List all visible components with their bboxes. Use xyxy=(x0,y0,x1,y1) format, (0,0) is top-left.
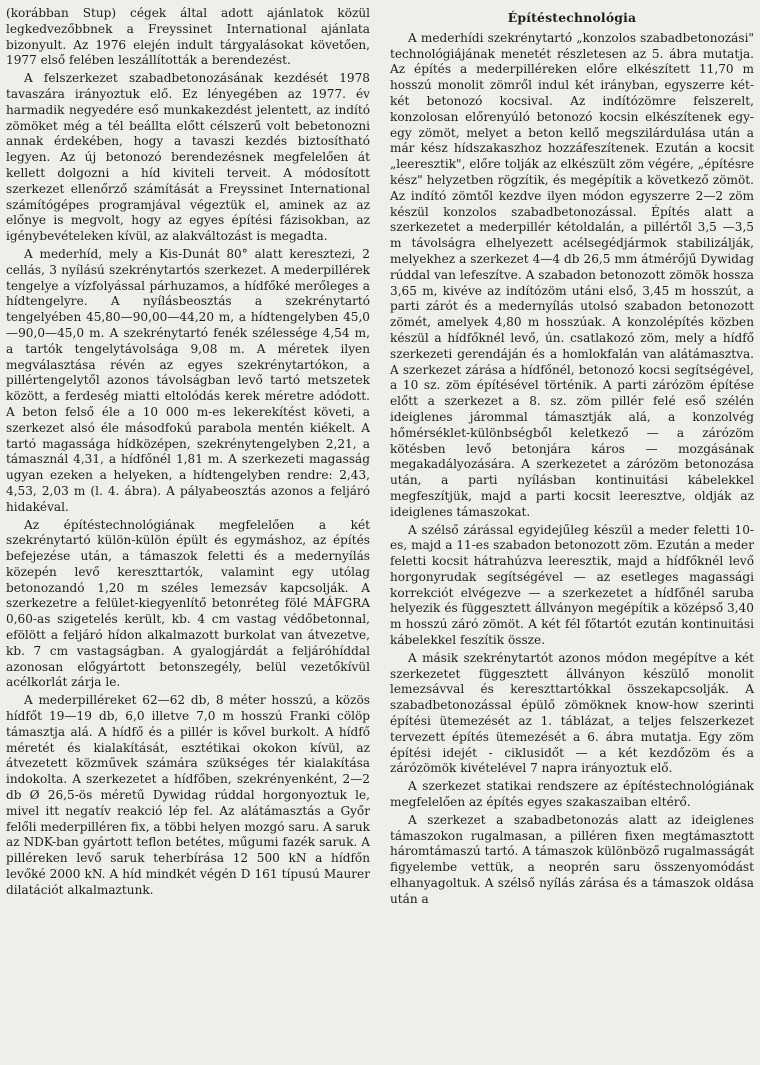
paragraph: A felszerkezet szabadbetonozásának kezdését 1978 tavaszára irányoztuk elő. Ez lényegében az 1977. év harmadik negyedére eső munkakezdést jelentett, az indító zömöket még a tél beállta előtt célszerű volt bebetonozni annak érdekében, hogy a tavaszi kezdés biztosítható legyen. Az új betonozó berendezésnek megfelelően át kellett dolgozni a híd kiviteli terveit. A módosított szerkezet ellenőrző számítását a Freyssinet International számítógépes programjával végeztük el, aminek az az előnye is megvolt, hogy az egyes építési fázisokban, az igénybevételeken kívül, az alakváltozást is megadta. xyxy=(6,71,370,244)
paragraph: A szerkezet a szabadbetonozás alatt az ideiglenes támaszokon rugalmasan, a pilléren fixen megtámasztott háromtámaszú tartó. A támaszok különböző rugalmasságát figyelembe vettük, a neoprén saru összenyomódást elhanyagoltuk. A szélső nyílás zárása és a támaszok oldása után a xyxy=(390,812,754,906)
left-column xyxy=(6,6,370,1065)
section-heading: Építéstechnológia xyxy=(507,10,637,25)
paragraph: A szélső zárással egyidejűleg készül a meder feletti 10-es, majd a 11-es szabadon betonozott zöm. Ezután a meder feletti kocsit hátrahúzva leeresztik, majd a hídfőknél levő horgonyrudak segítségével — az esetleges magassági korrekciót elvégezve — a szerkezetet a hídfőnél saruba helyezik és függesztett állványon megépítik a középső 3,40 m hosszú záró zömöt. A két fél főtartót ezután kontinuitási kábelekkel feszítik össze. xyxy=(390,522,754,648)
paragraph: Az építéstechnológiának megfelelően a két szekrénytartó külön-külön épült és egymáshoz, az építés befejezése után, a támaszok feletti és a medernyílás közepén levő kereszttartók, valamint egy utólag betonozandó 1,20 m széles lemezsáv kapcsolják. A szerkezetre a felület-kiegyenlítő betonréteg fölé MÁFGRA 0,60-as szigetelés került, kb. 4 cm vastag védőbetonnal, efölött a feljáró hídon alkalmazott burkolat van átvezetve, kb. 7 cm vastagságban. A gyalogjárdát a feljáróhíddal azonosan előgyártott betonszegély, belül vezetőkívül acélkorlát zárja le. xyxy=(6,517,370,690)
paragraph: (korábban Stup) cégek által adott ajánlatok közül legkedvezőbbnek a Freyssinet International ajánlata bizonyult. Az 1976 elején indult tárgyalásokat követően, 1977 első felében leszállították a berendezést. xyxy=(6,6,370,68)
paragraph: A mederpilléreket 62—62 db, 8 méter hosszú, a közös hídfőt 19—19 db, 6,0 illetve 7,0 m hosszú Franki cölöp támasztja alá. A hídfő és a pillér is kővel burkolt. A hídfő méretét és kialakítását, esztétikai okokon kívül, az átvezetett közművek számára szükséges tér kialakítása indokolta. A szerkezetet a hídfőben, szekrényenként, 2—2 db Ø 26,5-ös méretű Dywidag rúddal horgonyoztuk le, mivel itt negatív reakció lép fel. Az alátámasztás a Győr felőli mederpilléren fix, a többi helyen mozgó saru. A saruk az NDK-ban gyártott teflon betétes, műgumi fazék saruk. A pilléreken levő saruk teherbírása 12 500 kN a hídfőn levőké 2000 kN. A híd mindkét végén D 161 típusú Maurer dilatációt alkalmaztunk. xyxy=(6,693,370,897)
paragraph: A mederhíd, mely a Kis-Dunát 80° alatt keresztezi, 2 cellás, 3 nyílású szekrénytartós szerkezet. A mederpillérek tengelye a vízfolyással párhuzamos, a hídfőké merőleges a hídtengelyre. A nyílásbeosztás a szekrénytartó tengelyében 45,80—90,00—44,20 m, a hídtengelyben 45,0—90,0—45,0 m. A szekrénytartó fenék szélessége 4,54 m, a tartók tengelytávolsága 9,08 m. A méretek ilyen megválasztása révén az egyes szekrénytartókon, a pillértengelytől azonos távolságban levő tartó metszetek között, a ferdeség miatti eltolódás kerek méretre adódott. A beton felső éle a 10 000 m-es lekerekítést követi, a szerkezet alsó éle másodfokú parabola mentén kiékelt. A tartó magassága hídközépen, szekrénytengelyben 2,21, a támasznál 4,31, a hídfőnél 1,81 m. A szerkezeti magasság ugyan ezeken a helyeken, a hídtengelyben rendre: 2,43, 4,53, 2,03 m (l. 4. ábra). A pályabeosztás azonos a feljáró hidakéval. xyxy=(6,246,370,514)
paragraph: A másik szekrénytartót azonos módon megépítve a két szerkezetet függesztett állványon készülő monolit lemezsávval és kereszttartókkal összekapcsolják. A szabadbetonozással épülő zömöknek know-how szerinti építési ütemezését az 1. táblázat, a teljes felszerkezet tervezett építés ütemezését a 6. ábra mutatja. Egy zöm építési idejét - ciklusidőt — a két kezdőzöm és a zárózömök kivételével 7 napra irányoztuk elő. xyxy=(390,650,754,776)
paragraph: A mederhídi szekrénytartó „konzolos szabadbetonozási" technológiájának menetét részletesen az 5. ábra mutatja. Az építés a mederpilléreken előre elkészített 11,70 m hosszú monolit zömről indul két irányban, egyszerre két-két betonozó kocsival. Az indítózömre felszerelt, konzolosan előrenyúló betonozó kocsin elkészítenek egy-egy zömöt, melyet a beton kellő megszilárdulása után a már kész hídszakaszhoz hozzáfeszítenek. Ezután a kocsit „leeresztik", előre tolják az elkészült zöm végére, „építésre kész" helyzetben rögzítik, és megépítik a következő zömöt. Az indító zömtől kezdve ilyen módon egyszerre 2—2 zöm készül konzolos szabadbetonozással. Építés alatt a szerkezetet a mederpillér kétoldalán, a pillértől 3,5 —3,5 m távolságra elhelyezett acélsegédjármok stabilizálják, melyekhez a szerkezet 4—4 db 26,5 mm átmérőjű Dywidag rúddal van lefeszítve. A szabadon betonozott zömök hossza 3,65 m, kivéve az indítózöm utáni első, 3,45 m hosszút, a parti zárót és a medernyílás utolsó szabadon betonozott zömét, amelyek 4,80 m hosszúak. A konzolépítés közben készül a hídfőknél levő, ún. csatlakozó zöm, mely a hídfő szerkezeti gerendáján és a homlokfalán van alátámasztva. A szerkezet zárása a hídfőnél, betonozó kocsi segítségével, a 10 sz. zöm építésével történik. A parti zárózöm építése előtt a szerkezet a 8. sz. zöm pillér felé eső szélén ideiglenes járommal támasztják alá, a konzolvég hőmérséklet-különbségből keletkező — a zárózöm kötésben levő betonjára káros — mozgásának megakadályozására. A szerkezetet a zárózöm betonozása után, a parti nyílásban kontinuitási kábelekkel megfeszítjük, majd a parti kocsit leeresztve, oldják az ideiglenes támaszokat. xyxy=(390,30,754,519)
paragraph: A szerkezet statikai rendszere az építéstechnológiának megfelelően az építés egyes szakaszaiban eltérő. xyxy=(390,779,754,810)
right-column xyxy=(390,6,754,1065)
